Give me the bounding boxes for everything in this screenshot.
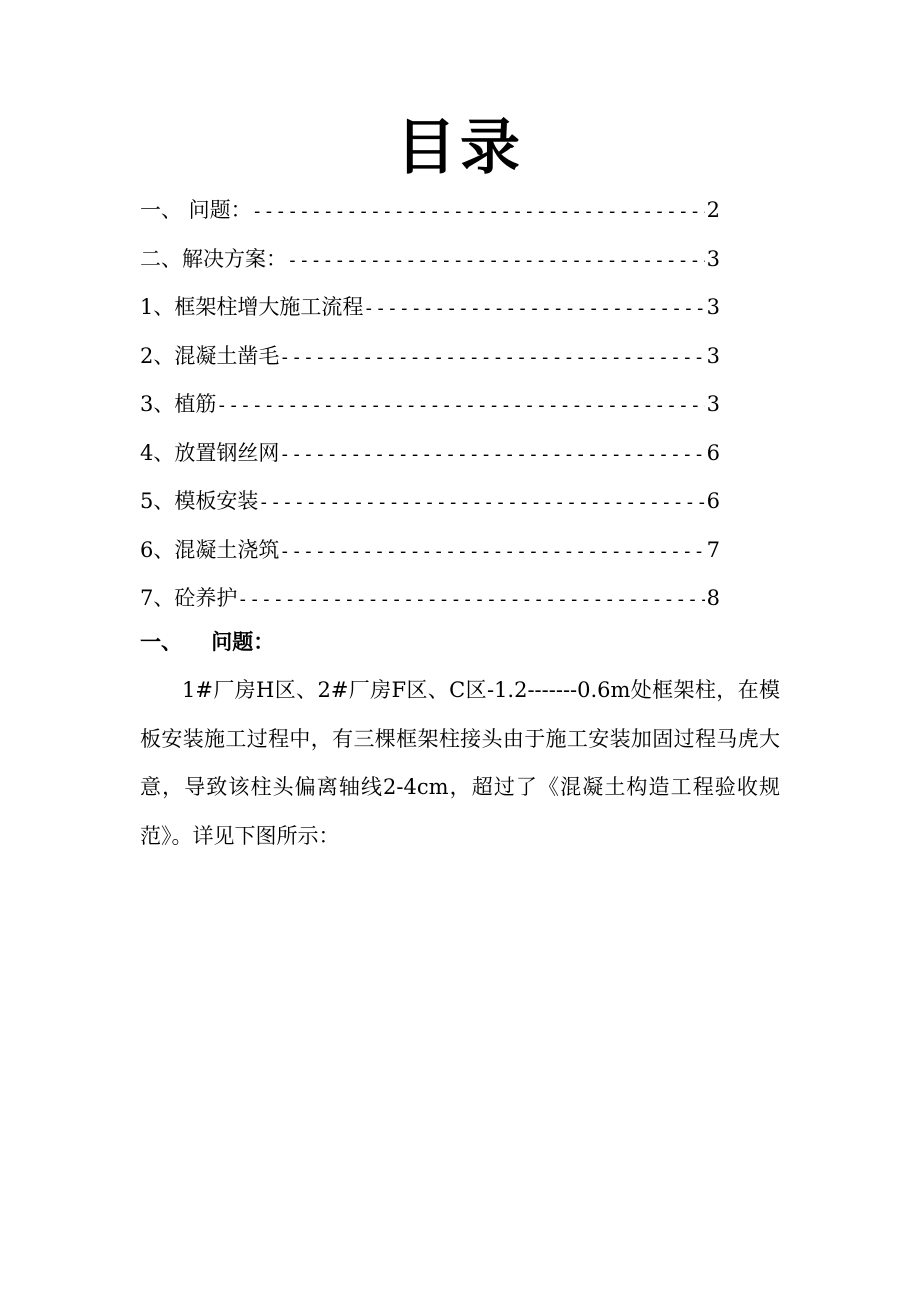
toc-leader	[287, 237, 705, 284]
toc-entry-page: 7	[706, 537, 720, 562]
toc-leader	[279, 334, 704, 381]
page-title: 目录	[396, 113, 524, 183]
toc-entry-page: 3	[706, 343, 720, 368]
toc-entry	[140, 574, 720, 623]
toc-leader	[363, 285, 704, 332]
toc-entry	[140, 235, 720, 284]
toc-entry-label: 5、模板安装	[140, 489, 259, 513]
toc-leader	[279, 431, 704, 478]
toc-leader	[258, 479, 704, 526]
toc-entry-page: 3	[706, 392, 720, 416]
toc-entry	[140, 526, 720, 575]
toc-entry-page: 6	[706, 489, 720, 513]
toc-entry-label: 二、解决方案：	[140, 246, 287, 271]
toc-entry-page: 3	[706, 295, 720, 319]
body-paragraph: 1#厂房H区、2#厂房F区、C区-1.2-------0.6m处框架柱，在模板安装施工过程中，有三棵框架柱接头由于施工安装加固过程马虎大意，导致该柱头偏离轴线2-4cm，超过了《混凝土构造工程验收规范》。详见下图所示：	[140, 678, 780, 848]
toc-entry	[140, 429, 720, 478]
toc-entry	[140, 477, 720, 526]
toc-leader	[237, 576, 704, 623]
toc-leader	[252, 188, 705, 235]
toc-leader	[216, 382, 704, 429]
toc-entry-label: 7、砼养护	[140, 586, 238, 610]
toc-entry-page: 3	[706, 246, 720, 271]
toc-entry-label: 一、 问题：	[140, 198, 252, 222]
toc-entry	[140, 332, 720, 381]
toc-entry-page: 8	[706, 586, 720, 610]
toc-entry-page: 2	[706, 198, 720, 222]
toc-entry-label: 4、放置钢丝网	[140, 440, 280, 465]
toc-leader	[279, 528, 704, 575]
toc-entry	[140, 283, 720, 332]
toc-entry-label: 2、混凝土凿毛	[140, 343, 280, 368]
table-of-contents	[140, 186, 720, 623]
toc-entry	[140, 380, 720, 429]
section-heading: 一、 问题：	[140, 629, 275, 654]
toc-entry	[140, 186, 720, 235]
toc-entry-label: 3、植筋	[140, 392, 217, 416]
toc-entry-label: 1、框架柱增大施工流程	[140, 295, 364, 319]
toc-entry-label: 6、混凝土浇筑	[140, 537, 280, 562]
toc-entry-page: 6	[706, 440, 720, 465]
